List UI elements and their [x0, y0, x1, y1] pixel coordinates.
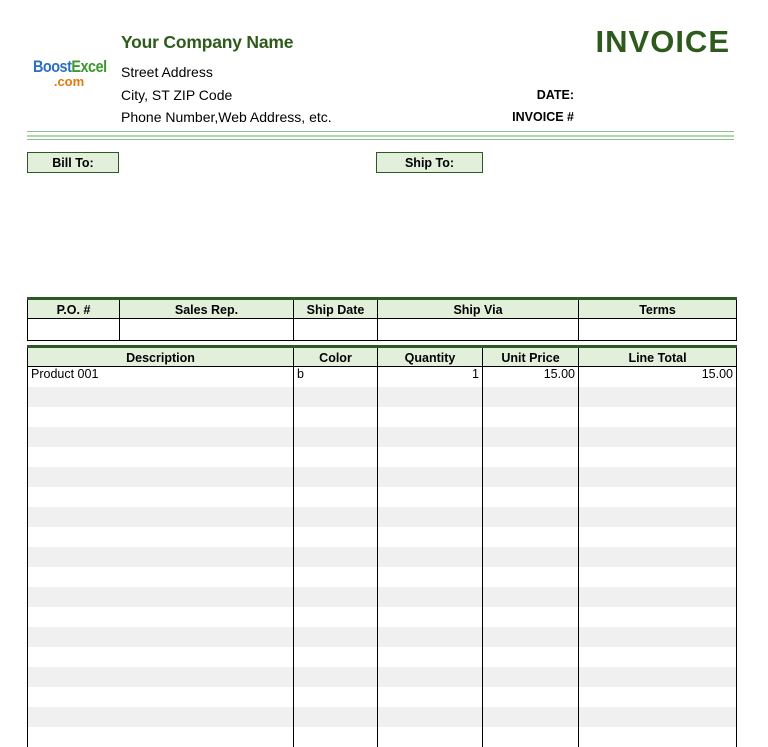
quantity-cell[interactable] — [378, 667, 483, 687]
color-cell[interactable] — [294, 567, 378, 587]
terms-header: Terms — [579, 299, 737, 319]
line-total-cell[interactable] — [579, 687, 737, 707]
table-row — [28, 687, 737, 707]
table-row — [28, 427, 737, 447]
quantity-cell[interactable] — [378, 547, 483, 567]
unit-price-cell[interactable] — [483, 687, 579, 707]
color-cell[interactable] — [294, 727, 378, 747]
table-row — [28, 667, 737, 687]
quantity-cell[interactable] — [378, 687, 483, 707]
unit-price-cell[interactable] — [483, 727, 579, 747]
invoice-number-label: INVOICE # — [512, 110, 574, 124]
line-total-cell[interactable] — [579, 647, 737, 667]
quantity-cell[interactable] — [378, 387, 483, 407]
table-row — [28, 627, 737, 647]
line-total-cell[interactable] — [579, 727, 737, 747]
color-cell[interactable] — [294, 607, 378, 627]
quantity-header: Quantity — [378, 347, 483, 367]
table-row — [28, 587, 737, 607]
description-cell[interactable] — [28, 447, 294, 467]
color-cell[interactable] — [294, 687, 378, 707]
ship-date-header: Ship Date — [294, 299, 378, 319]
quantity-cell[interactable] — [378, 527, 483, 547]
color-cell[interactable]: b — [294, 367, 378, 387]
unit-price-cell[interactable] — [483, 387, 579, 407]
color-cell[interactable] — [294, 467, 378, 487]
line-items-table — [27, 345, 737, 747]
line-total-cell[interactable] — [579, 447, 737, 467]
unit-price-cell[interactable] — [483, 447, 579, 467]
po-number-cell[interactable] — [28, 319, 120, 341]
color-cell[interactable] — [294, 507, 378, 527]
quantity-cell[interactable] — [378, 467, 483, 487]
line-total-cell[interactable] — [579, 527, 737, 547]
color-header: Color — [294, 347, 378, 367]
color-cell[interactable] — [294, 547, 378, 567]
logo-sub: .com — [53, 74, 85, 89]
description-cell[interactable] — [28, 627, 294, 647]
line-total-cell[interactable] — [579, 707, 737, 727]
color-cell[interactable] — [294, 487, 378, 507]
unit-price-cell[interactable] — [483, 527, 579, 547]
po-number-header: P.O. # — [28, 299, 120, 319]
ship-to-label: Ship To: — [376, 152, 483, 173]
order-info-header-row — [28, 299, 737, 319]
line-total-cell[interactable] — [579, 467, 737, 487]
quantity-cell[interactable] — [378, 407, 483, 427]
quantity-cell[interactable] — [378, 507, 483, 527]
ship-via-cell[interactable] — [378, 319, 579, 341]
description-cell[interactable] — [28, 487, 294, 507]
order-info-values-row — [28, 319, 737, 341]
description-cell[interactable] — [28, 527, 294, 547]
line-total-cell[interactable] — [579, 567, 737, 587]
header-rule-middle — [27, 135, 734, 137]
color-cell[interactable] — [294, 407, 378, 427]
unit-price-cell[interactable]: 15.00 — [483, 367, 579, 387]
table-row — [28, 487, 737, 507]
description-cell[interactable] — [28, 407, 294, 427]
table-row — [28, 607, 737, 627]
table-row — [28, 507, 737, 527]
terms-cell[interactable] — [579, 319, 737, 341]
color-cell[interactable] — [294, 387, 378, 407]
unit-price-cell[interactable] — [483, 467, 579, 487]
table-row — [28, 447, 737, 467]
color-cell[interactable] — [294, 587, 378, 607]
description-cell[interactable] — [28, 547, 294, 567]
unit-price-cell[interactable] — [483, 547, 579, 567]
table-row — [28, 527, 737, 547]
header-rule-bottom — [27, 139, 734, 140]
description-cell[interactable] — [28, 647, 294, 667]
line-total-cell[interactable] — [579, 667, 737, 687]
ship-date-cell[interactable] — [294, 319, 378, 341]
table-row — [28, 567, 737, 587]
unit-price-cell[interactable] — [483, 627, 579, 647]
description-cell[interactable] — [28, 687, 294, 707]
color-cell[interactable] — [294, 427, 378, 447]
contact-info: Phone Number,Web Address, etc. — [121, 109, 332, 125]
description-cell[interactable] — [28, 707, 294, 727]
street-address: Street Address — [121, 64, 213, 80]
description-cell[interactable] — [28, 567, 294, 587]
quantity-cell[interactable] — [378, 587, 483, 607]
line-total-cell[interactable] — [579, 587, 737, 607]
unit-price-cell[interactable] — [483, 607, 579, 627]
description-cell[interactable] — [28, 427, 294, 447]
quantity-cell[interactable] — [378, 447, 483, 467]
unit-price-cell[interactable] — [483, 407, 579, 427]
description-cell[interactable] — [28, 607, 294, 627]
city-state-zip: City, ST ZIP Code — [121, 87, 233, 103]
unit-price-cell[interactable] — [483, 707, 579, 727]
quantity-cell[interactable] — [378, 647, 483, 667]
quantity-cell[interactable] — [378, 627, 483, 647]
line-total-cell[interactable] — [579, 387, 737, 407]
table-row — [28, 407, 737, 427]
line-total-header: Line Total — [579, 347, 737, 367]
header-rule-top — [27, 131, 734, 132]
unit-price-cell[interactable] — [483, 487, 579, 507]
logo-wordmark — [33, 58, 107, 75]
logo-part2: Excel — [71, 57, 107, 76]
description-header: Description — [28, 347, 294, 367]
color-cell[interactable] — [294, 667, 378, 687]
line-total-cell[interactable] — [579, 507, 737, 527]
description-cell[interactable] — [28, 507, 294, 527]
table-row — [28, 467, 737, 487]
order-info-table — [27, 297, 737, 341]
line-total-cell[interactable] — [579, 547, 737, 567]
table-row — [28, 387, 737, 407]
unit-price-header: Unit Price — [483, 347, 579, 367]
color-cell[interactable] — [294, 627, 378, 647]
unit-price-cell[interactable] — [483, 667, 579, 687]
unit-price-cell[interactable] — [483, 567, 579, 587]
line-total-cell[interactable]: 15.00 — [579, 367, 737, 387]
description-cell[interactable] — [28, 467, 294, 487]
unit-price-cell[interactable] — [483, 507, 579, 527]
line-total-cell[interactable] — [579, 427, 737, 447]
quantity-cell[interactable] — [378, 607, 483, 627]
ship-via-header: Ship Via — [378, 299, 579, 319]
table-row — [28, 547, 737, 567]
quantity-cell[interactable]: 1 — [378, 367, 483, 387]
sales-rep-cell[interactable] — [120, 319, 294, 341]
color-cell[interactable] — [294, 707, 378, 727]
quantity-cell[interactable] — [378, 707, 483, 727]
color-cell[interactable] — [294, 527, 378, 547]
line-total-cell[interactable] — [579, 607, 737, 627]
table-row — [28, 707, 737, 727]
line-items-header-row — [28, 347, 737, 367]
logo-part1: Boost — [33, 57, 72, 76]
line-total-cell[interactable] — [579, 407, 737, 427]
sales-rep-header: Sales Rep. — [120, 299, 294, 319]
invoice-title: INVOICE — [595, 24, 730, 59]
date-label: DATE: — [536, 88, 574, 102]
unit-price-cell[interactable] — [483, 647, 579, 667]
company-logo — [33, 58, 113, 88]
bill-to-label: Bill To: — [27, 152, 119, 173]
table-row — [28, 367, 737, 387]
description-cell[interactable] — [28, 667, 294, 687]
unit-price-cell[interactable] — [483, 427, 579, 447]
quantity-cell[interactable] — [378, 487, 483, 507]
quantity-cell[interactable] — [378, 427, 483, 447]
quantity-cell[interactable] — [378, 567, 483, 587]
line-total-cell[interactable] — [579, 627, 737, 647]
company-name: Your Company Name — [121, 32, 294, 52]
description-cell[interactable] — [28, 587, 294, 607]
color-cell[interactable] — [294, 447, 378, 467]
description-cell[interactable] — [28, 387, 294, 407]
unit-price-cell[interactable] — [483, 587, 579, 607]
color-cell[interactable] — [294, 647, 378, 667]
line-total-cell[interactable] — [579, 487, 737, 507]
description-cell[interactable] — [28, 727, 294, 747]
description-cell[interactable]: Product 001 — [28, 367, 294, 387]
table-row — [28, 647, 737, 667]
table-row — [28, 727, 737, 747]
quantity-cell[interactable] — [378, 727, 483, 747]
